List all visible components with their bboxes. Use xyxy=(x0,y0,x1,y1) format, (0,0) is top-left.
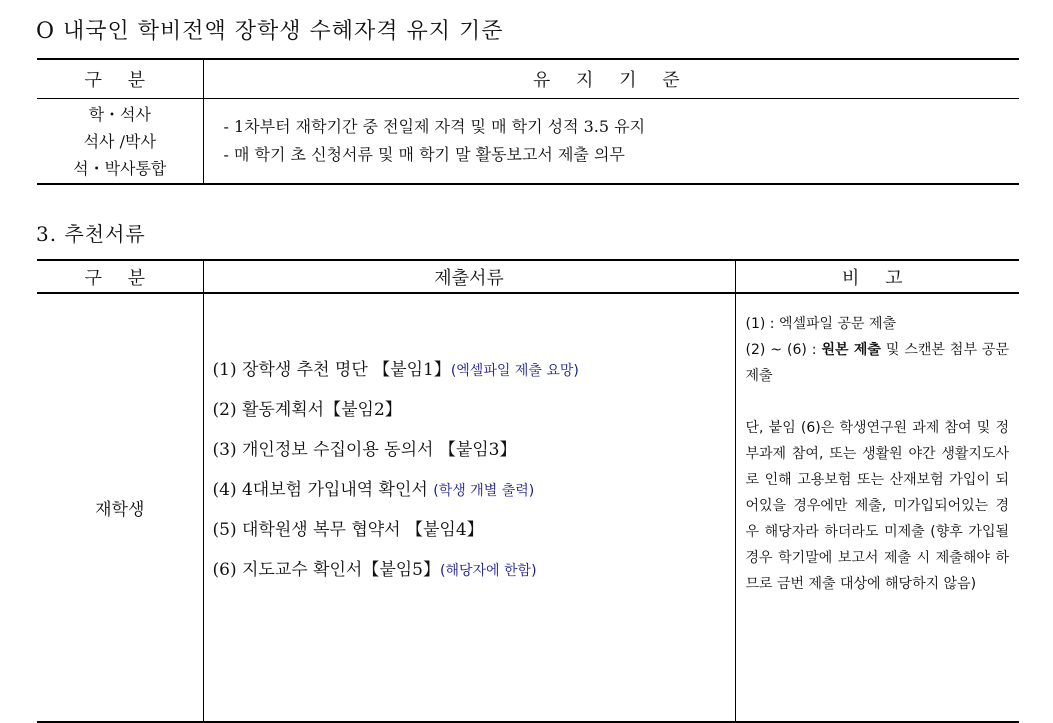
document-note: (학생 개별 출력) xyxy=(433,483,535,499)
criteria-cell xyxy=(203,99,1019,185)
category-item: 학・석사 xyxy=(88,104,151,124)
document-text: (4) 4대보험 가입내역 확인서 xyxy=(212,480,434,500)
remarks-cell xyxy=(735,293,1019,722)
section1-title: O 내국인 학비전액 장학생 수혜자격 유지 기준 xyxy=(36,19,504,44)
header-documents: 제출서류 xyxy=(203,260,735,293)
category-cell: 재학생 xyxy=(37,293,203,722)
table-header-row xyxy=(37,260,1019,293)
remark-spacer xyxy=(746,389,1010,415)
recommendation-docs-table xyxy=(37,259,1019,723)
category-item: 석・박사통합 xyxy=(73,158,167,178)
document-text: (3) 개인정보 수집이용 동의서 【붙임3】 xyxy=(212,440,517,460)
document-text: (5) 대학원생 복무 협약서 【붙임4】 xyxy=(212,520,484,540)
remark-emphasis: 원본 제출 xyxy=(821,342,881,358)
document-item xyxy=(213,515,735,555)
table-row xyxy=(37,99,1019,185)
category-item: 석사 /박사 xyxy=(83,131,156,151)
document-item xyxy=(213,435,735,475)
document-item xyxy=(213,475,735,515)
criteria-item: - 1차부터 재학기간 중 전일제 자격 및 매 학기 성적 3.5 유지 xyxy=(223,117,646,136)
criteria-item: - 매 학기 초 신청서류 및 매 학기 말 활동보고서 제출 의무 xyxy=(223,145,625,164)
document-item xyxy=(213,355,735,395)
remark-paragraph: 단, 붙임 (6)은 학생연구원 과제 참여 및 정부과제 참여, 또는 생활원 야간 생활지도사로 인해 고용보험 또는 산재보험 가입이 되어있을 경우에만 제출, 미가입되어있는 경우 해당자라 하더라도 미제출 (향후 가입될 경우 학기말에 보고서 제출 시 제출해야 하므로 금번 제출 대상에 해당하지 않음) xyxy=(745,420,1009,592)
document-note: (엑셀파일 제출 요망) xyxy=(450,363,579,379)
category-cell xyxy=(37,99,203,185)
table-header-row xyxy=(37,59,1019,99)
remark-prefix: (2) ~ (6) : xyxy=(745,342,822,358)
document-text: (1) 장학생 추천 명단 【붙임1】 xyxy=(212,360,451,380)
header-remarks: 비 고 xyxy=(735,260,1019,293)
maintenance-criteria-table xyxy=(37,58,1019,185)
remark-suffix: 및 스캔본 첨부 공문 제출 xyxy=(745,342,1009,384)
document-text: (2) 활동계획서【붙임2】 xyxy=(212,400,402,420)
section2-title: 3. 추천서류 xyxy=(36,222,146,246)
remark-line: (1) : 엑셀파일 공문 제출 xyxy=(745,316,897,332)
table-row xyxy=(37,293,1019,722)
documents-cell xyxy=(203,293,735,722)
header-category: 구 분 xyxy=(37,59,203,99)
header-category: 구 분 xyxy=(37,260,203,293)
document-text: (6) 지도교수 확인서【붙임5】 xyxy=(212,560,441,580)
document-item xyxy=(213,395,735,435)
remark-line xyxy=(746,337,1010,389)
document-note: (해당자에 한함) xyxy=(440,563,537,579)
header-criteria: 유 지 기 준 xyxy=(203,59,1019,99)
document-item xyxy=(213,555,735,595)
